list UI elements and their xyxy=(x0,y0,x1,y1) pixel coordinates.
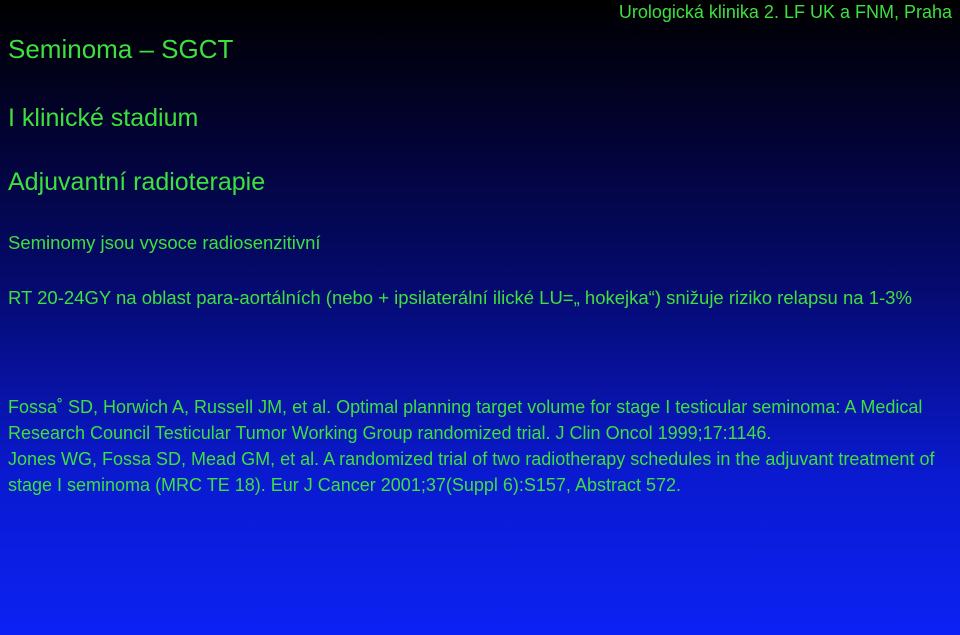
clinical-stage-heading: I klinické stadium xyxy=(8,104,199,132)
adjuvant-therapy-heading: Adjuvantní radioterapie xyxy=(8,168,266,196)
institution-header: Urologická klinika 2. LF UK a FNM, Praha xyxy=(618,2,952,22)
references-block xyxy=(8,394,943,498)
reference-item: Jones WG, Fossa SD, Mead GM, et al. A randomized trial of two radiotherapy schedules in the adjuvant treatment of stage I seminoma (MRC TE 18). Eur J Cancer 2001;37(Suppl 6):S157, Abstract 572. xyxy=(8,449,935,495)
slide-title: Seminoma – SGCT xyxy=(8,34,234,64)
radiosensitivity-statement: Seminomy jsou vysoce radiosenzitivní xyxy=(8,232,321,253)
radiotherapy-statement: RT 20-24GY na oblast para-aortálních (nebo + ipsilaterální ilické LU=„ hokejka“) snižuje riziko relapsu na 1-3% xyxy=(8,287,912,308)
reference-item: Fossa˚ SD, Horwich A, Russell JM, et al. Optimal planning target volume for stage I testicular seminoma: A Medical Research Council Testicular Tumor Working Group randomized trial. J Clin Oncol 1999;17:1146. xyxy=(8,397,923,443)
